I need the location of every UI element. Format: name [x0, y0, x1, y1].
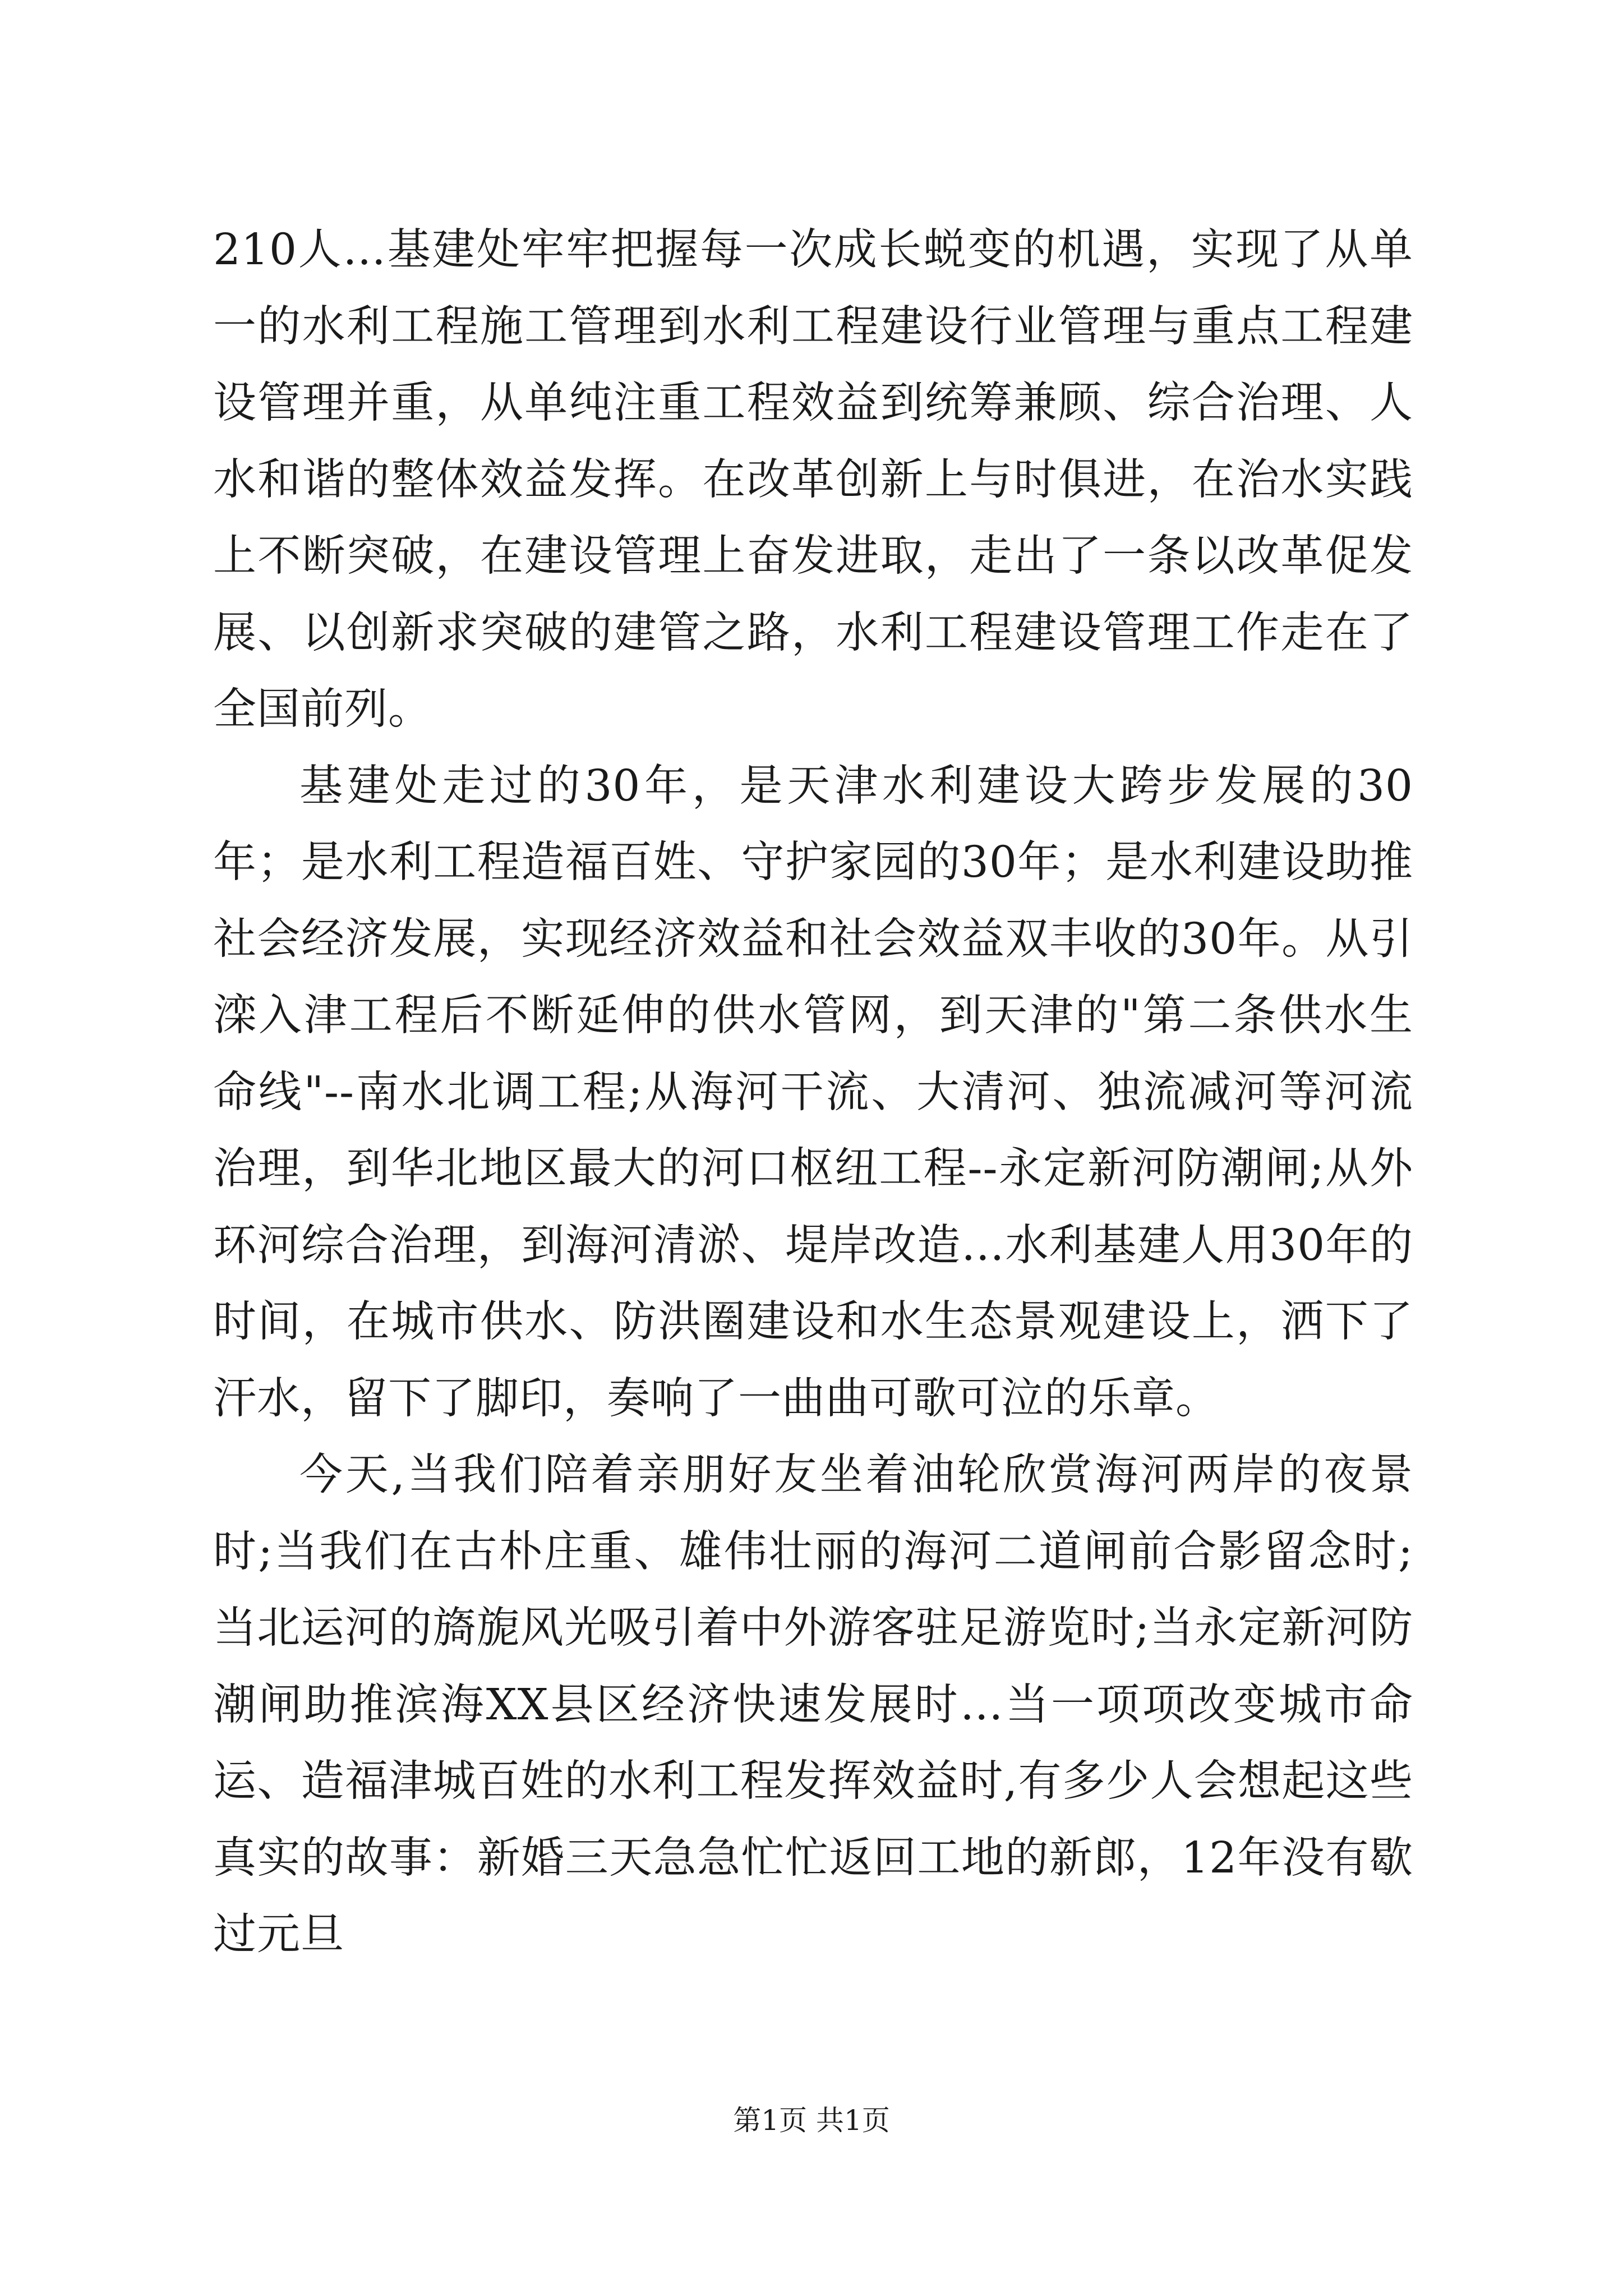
- page-number: 第1页 共1页: [733, 2104, 890, 2137]
- paragraph-1: 210人…基建处牢牢把握每一次成长蜕变的机遇，实现了从单一的水利工程施工管理到水利工程建设行业管理与重点工程建设管理并重，从单纯注重工程效益到统筹兼顾、综合治理、人水和谐的整体效益发挥。在改革创新上与时俱进，在治水实践上不断突破，在建设管理上奋发进取，走出了一条以改革促发展、以创新求突破的建管之路，水利工程建设管理工作走在了全国前列。: [213, 225, 1413, 734]
- paragraph-2: 基建处走过的30年，是天津水利建设大跨步发展的30年；是水利工程造福百姓、守护家园的30年；是水利建设助推社会经济发展，实现经济效益和社会效益双丰收的30年。从引滦入津工程后不断延伸的供水管网，到天津的"第二条供水生命线"--南水北调工程;从海河干流、大清河、独流减河等河流治理，到华北地区最大的河口枢纽工程--永定新河防潮闸;从外环河综合治理，到海河清淤、堤岸改造…水利基建人用30年的时间，在城市供水、防洪圈建设和水生态景观建设上，洒下了汗水，留下了脚印，奏响了一曲曲可歌可泣的乐章。: [213, 761, 1413, 1424]
- paragraph-3: 今天,当我们陪着亲朋好友坐着油轮欣赏海河两岸的夜景时;当我们在古朴庄重、雄伟壮丽的海河二道闸前合影留念时;当北运河的旖旎风光吸引着中外游客驻足游览时;当永定新河防潮闸助推滨海XX县区经济快速发展时…当一项项改变城市命运、造福津城百姓的水利工程发挥效益时,有多少人会想起这些真实的故事：新婚三天急急忙忙返回工地的新郎，12年没有歇过元旦: [213, 1450, 1413, 1959]
- document-body: [213, 212, 1413, 1973]
